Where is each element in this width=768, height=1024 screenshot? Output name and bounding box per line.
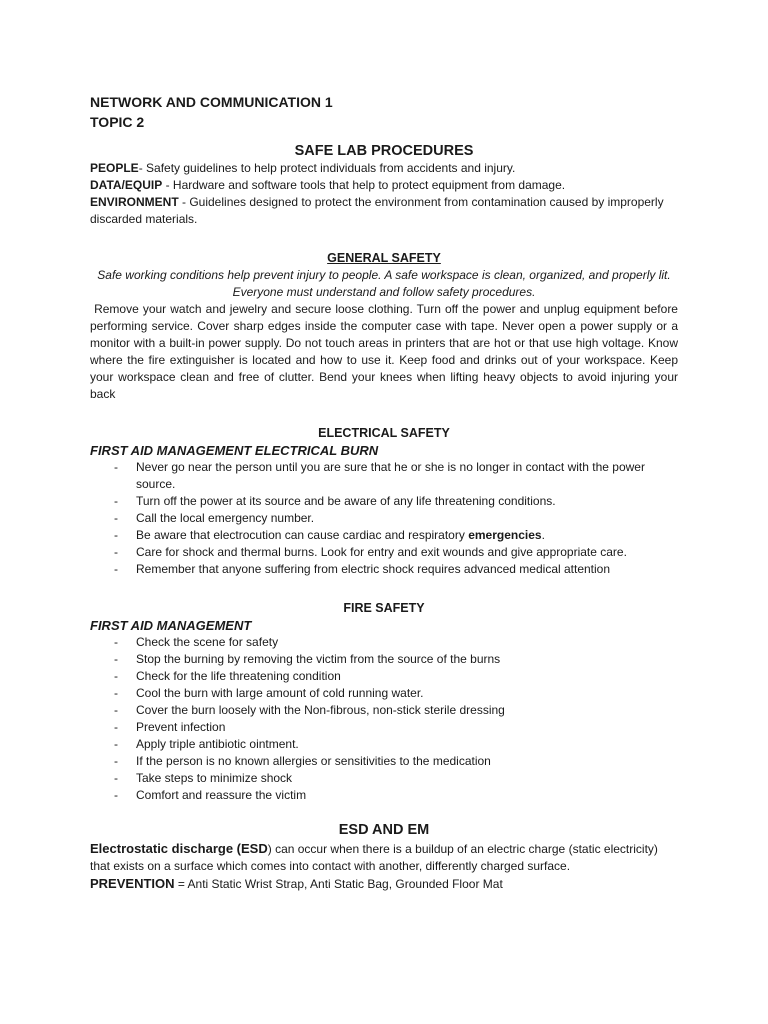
list-marker: - [114, 528, 118, 542]
data-equip-definition [90, 177, 678, 194]
prevention-text: = Anti Static Wrist Strap, Anti Static Bag, Grounded Floor Mat [174, 877, 503, 891]
list-marker: - [114, 494, 118, 508]
prevention-label: PREVENTION [90, 876, 175, 891]
list-item [90, 510, 678, 527]
list-item [90, 561, 678, 578]
environment-text: - Guidelines designed to protect the environment from contamination caused by improperly discarded materials. [90, 195, 664, 226]
fire-safety-heading: FIRE SAFETY [343, 601, 425, 615]
list-item-text: Stop the burning by removing the victim from the source of the burns [136, 652, 501, 666]
list-item-text: Check for the life threatening condition [136, 669, 341, 683]
list-item-text: Comfort and reassure the victim [136, 788, 307, 802]
list-item [90, 493, 678, 510]
list-marker: - [114, 771, 118, 785]
list-item [90, 736, 678, 753]
electrical-safety-heading: ELECTRICAL SAFETY [318, 426, 450, 440]
list-marker: - [114, 788, 118, 802]
esd-heading: ESD AND EM [338, 822, 430, 838]
list-item [90, 668, 678, 685]
fire-first-aid-subtitle: FIRST AID MANAGEMENT [90, 618, 252, 633]
list-item [90, 459, 678, 493]
esd-prevention [90, 875, 678, 893]
list-item [90, 651, 678, 668]
list-item [90, 753, 678, 770]
list-item [90, 787, 678, 804]
general-safety-body [90, 301, 678, 403]
list-item-text: Take steps to minimize shock [136, 771, 293, 785]
environment-definition [90, 194, 678, 228]
list-item-text: Never go near the person until you are sure that he or she is no longer in contact with the power source. [136, 460, 645, 491]
list-marker: - [114, 652, 118, 666]
list-marker: - [114, 720, 118, 734]
list-item [90, 685, 678, 702]
document-content [90, 92, 678, 893]
list-item-text-pre: Be aware that electrocution can cause cardiac and respiratory [136, 528, 469, 542]
electrical-first-aid-list [90, 459, 678, 578]
general-safety-body-text: Remove your watch and jewelry and secure loose clothing. Turn off the power and unplug equipment before performing service. Cover sharp edges inside the computer case with tape. Never open a power supply or a monitor with a built-in power supply. Do not touch areas in printers that are hot or that use high voltage. Know where the fire extinguisher is located and how to use it. Keep food and drinks out of your workspace. Keep your workspace clean and free of clutter. Bend your knees when lifting heavy objects to avoid injuring your back [90, 302, 678, 401]
electrical-first-aid-subtitle: FIRST AID MANAGEMENT ELECTRICAL BURN [90, 443, 379, 458]
list-item [90, 719, 678, 736]
list-marker: - [114, 562, 118, 576]
list-item [90, 702, 678, 719]
list-marker: - [114, 511, 118, 525]
list-item-text: Cool the burn with large amount of cold running water. [136, 686, 424, 700]
list-item-text: Cover the burn loosely with the Non-fibrous, non-stick sterile dressing [136, 703, 505, 717]
list-item-text: Apply triple antibiotic ointment. [136, 737, 299, 751]
safe-lab-heading: SAFE LAB PROCEDURES [294, 143, 474, 159]
people-term: PEOPLE [90, 161, 139, 175]
general-safety-heading: GENERAL SAFETY [327, 251, 441, 265]
list-marker: - [114, 460, 118, 474]
esd-definition-text: ) can occur when there is a buildup of an electric charge (static electricity) that exists on a surface which comes into contact with another, differently charged surface. [90, 842, 658, 873]
list-marker: - [114, 635, 118, 649]
list-item-text: Prevent infection [136, 720, 226, 734]
list-marker: - [114, 737, 118, 751]
esd-abbreviation: ESD [241, 841, 268, 856]
list-marker: - [114, 686, 118, 700]
list-item-text: Care for shock and thermal burns. Look for entry and exit wounds and give appropriate care. [136, 545, 627, 559]
list-item-text: Remember that anyone suffering from electric shock requires advanced medical attention [136, 562, 611, 576]
list-item-text: Check the scene for safety [136, 635, 279, 649]
fire-first-aid-list [90, 634, 678, 804]
list-item [90, 634, 678, 651]
topic-title: TOPIC 2 [90, 114, 145, 130]
people-definition [90, 160, 678, 177]
list-marker: - [114, 669, 118, 683]
list-item-text: If the person is no known allergies or sensitivities to the medication [136, 754, 491, 768]
list-marker: - [114, 703, 118, 717]
list-item-text-post: . [541, 528, 545, 542]
list-marker: - [114, 545, 118, 559]
course-title: NETWORK AND COMMUNICATION 1 [90, 94, 333, 110]
list-item [90, 544, 678, 561]
esd-definition [90, 840, 678, 875]
list-item-text: Call the local emergency number. [136, 511, 315, 525]
list-marker: - [114, 754, 118, 768]
environment-term: ENVIRONMENT [90, 195, 179, 209]
list-item [90, 527, 678, 544]
general-safety-intro: Safe working conditions help prevent injury to people. A safe workspace is clean, organized, and properly lit. Everyone must understand and follow safety procedures. [97, 268, 671, 299]
emergencies-term: emergencies [468, 528, 542, 542]
esd-term-prefix: Electrostatic discharge ( [90, 841, 241, 856]
data-equip-text: - Hardware and software tools that help to protect equipment from damage. [162, 178, 566, 192]
list-item [90, 770, 678, 787]
people-text: - Safety guidelines to help protect individuals from accidents and injury. [138, 161, 516, 175]
data-equip-term: DATA/EQUIP [90, 178, 163, 192]
list-item-text: Turn off the power at its source and be aware of any life threatening conditions. [136, 494, 556, 508]
